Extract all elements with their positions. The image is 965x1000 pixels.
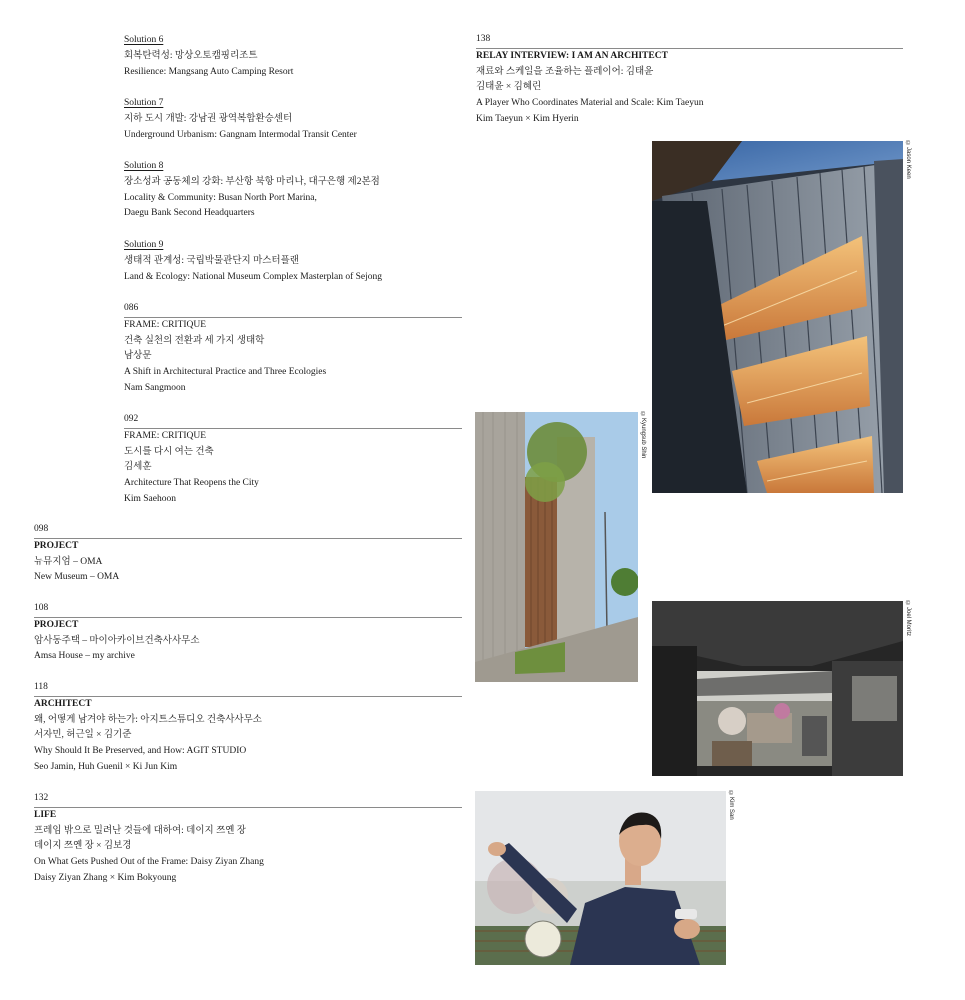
english-title: Why Should It Be Preserved, and How: AGIT STUDIO bbox=[34, 746, 247, 757]
photo-credit: ©Kyungsub Shin bbox=[640, 412, 646, 459]
english-names: Daisy Ziyan Zhang × Kim Bokyoung bbox=[34, 872, 177, 883]
photo-credit: ©Jason Keen bbox=[905, 141, 911, 179]
korean-names: 김태윤 × 김혜린 bbox=[476, 82, 542, 93]
english-title: Architecture That Reopens the City bbox=[124, 478, 259, 489]
toc-entry-108 bbox=[34, 601, 462, 665]
page-number: 086 bbox=[124, 303, 139, 313]
korean-title: 도시를 다시 여는 건축 bbox=[124, 446, 214, 457]
solution-label: Solution 6 bbox=[124, 35, 164, 45]
toc-entry-132 bbox=[34, 791, 462, 887]
section-label: FRAME: CRITIQUE bbox=[124, 430, 207, 441]
korean-names: 데이지 쯔옌 장 × 김보경 bbox=[34, 841, 132, 852]
toc-entry-092 bbox=[124, 412, 462, 508]
page-number: 108 bbox=[34, 603, 49, 613]
section-label: ARCHITECT bbox=[34, 698, 92, 709]
korean-title: 생태적 관계성: 국립박물관단지 마스터플랜 bbox=[124, 255, 299, 266]
english-title: A Player Who Coordinates Material and Scale: Kim Taeyun bbox=[476, 98, 704, 109]
solution-label: Solution 9 bbox=[124, 240, 164, 250]
english-title: New Museum – OMA bbox=[34, 572, 120, 583]
page-number-rule bbox=[476, 32, 903, 49]
korean-names: 서자민, 허근일 × 김기준 bbox=[34, 730, 132, 741]
toc-entry-138 bbox=[476, 32, 903, 128]
korean-title: 왜, 어떻게 남겨야 하는가: 아지트스튜디오 건축사사무소 bbox=[34, 714, 262, 725]
toc-solution-6 bbox=[124, 33, 293, 80]
english-author: Nam Sangmoon bbox=[124, 382, 186, 393]
section-label: PROJECT bbox=[34, 619, 79, 630]
korean-title: 재료와 스케일을 조율하는 플레이어: 김태윤 bbox=[476, 66, 654, 77]
solution-label: Solution 7 bbox=[124, 98, 164, 108]
section-label: LIFE bbox=[34, 809, 57, 820]
english-author: Kim Saehoon bbox=[124, 493, 176, 504]
page-number-rule bbox=[34, 522, 462, 539]
english-title: Underground Urbanism: Gangnam Intermodal Transit Center bbox=[124, 129, 357, 140]
section-label: PROJECT bbox=[34, 540, 79, 551]
page-number-rule bbox=[34, 680, 462, 697]
page-number-rule bbox=[34, 601, 462, 618]
museum-facade-photo bbox=[652, 141, 903, 493]
portrait-photo bbox=[475, 791, 726, 965]
section-label: RELAY INTERVIEW: I AM AN ARCHITECT bbox=[476, 50, 668, 61]
toc-solution-7 bbox=[124, 96, 357, 143]
toc-entry-086 bbox=[124, 301, 462, 397]
english-names: Seo Jamin, Huh Guenil × Ki Jun Kim bbox=[34, 761, 178, 772]
interior-photo bbox=[652, 601, 903, 776]
english-title: Amsa House – my archive bbox=[34, 651, 135, 662]
english-title-line2: Daegu Bank Second Headquarters bbox=[124, 208, 255, 219]
english-title: Resilience: Mangsang Auto Camping Resort bbox=[124, 66, 294, 77]
english-title: On What Gets Pushed Out of the Frame: Daisy Ziyan Zhang bbox=[34, 857, 264, 868]
photo-credit: ©Joel Moritz bbox=[905, 601, 911, 637]
toc-entry-118 bbox=[34, 680, 462, 776]
korean-title: 뉴뮤지엄 – OMA bbox=[34, 556, 103, 567]
korean-title: 프레임 밖으로 밀려난 것들에 대하여: 데이지 쯔옌 장 bbox=[34, 825, 246, 836]
page-number: 118 bbox=[34, 682, 48, 692]
korean-title: 건축 실천의 전환과 세 가지 생태학 bbox=[124, 335, 265, 346]
korean-title: 장소성과 공동체의 강화: 부산항 북항 마리나, 대구은행 제2본점 bbox=[124, 176, 380, 187]
toc-solution-8 bbox=[124, 159, 380, 222]
page-number: 098 bbox=[34, 524, 49, 534]
korean-author: 남상문 bbox=[124, 351, 152, 362]
solution-label: Solution 8 bbox=[124, 161, 164, 171]
english-title: Land & Ecology: National Museum Complex Masterplan of Sejong bbox=[124, 271, 383, 282]
english-names: Kim Taeyun × Kim Hyerin bbox=[476, 113, 579, 124]
korean-title: 지하 도시 개발: 강남권 광역복합환승센터 bbox=[124, 113, 293, 124]
page-number: 092 bbox=[124, 414, 139, 424]
korean-author: 김세훈 bbox=[124, 462, 152, 473]
toc-entry-098 bbox=[34, 522, 462, 586]
page-number-rule bbox=[124, 301, 462, 318]
photo-credit: ©Kim San bbox=[728, 791, 734, 820]
english-title: A Shift in Architectural Practice and Three Ecologies bbox=[124, 367, 327, 378]
page-number: 132 bbox=[34, 793, 49, 803]
page-number-rule bbox=[124, 412, 462, 429]
toc-solution-9 bbox=[124, 238, 382, 285]
page-number: 138 bbox=[476, 34, 491, 44]
korean-title: 회복탄력성: 망상오토캠핑리조트 bbox=[124, 50, 258, 61]
page-number-rule bbox=[34, 791, 462, 808]
english-title-line1: Locality & Community: Busan North Port Marina, bbox=[124, 192, 317, 203]
section-label: FRAME: CRITIQUE bbox=[124, 319, 207, 330]
house-exterior-photo bbox=[475, 412, 638, 682]
korean-title: 암사동주택 – 마이아카이브건축사사무소 bbox=[34, 635, 200, 646]
